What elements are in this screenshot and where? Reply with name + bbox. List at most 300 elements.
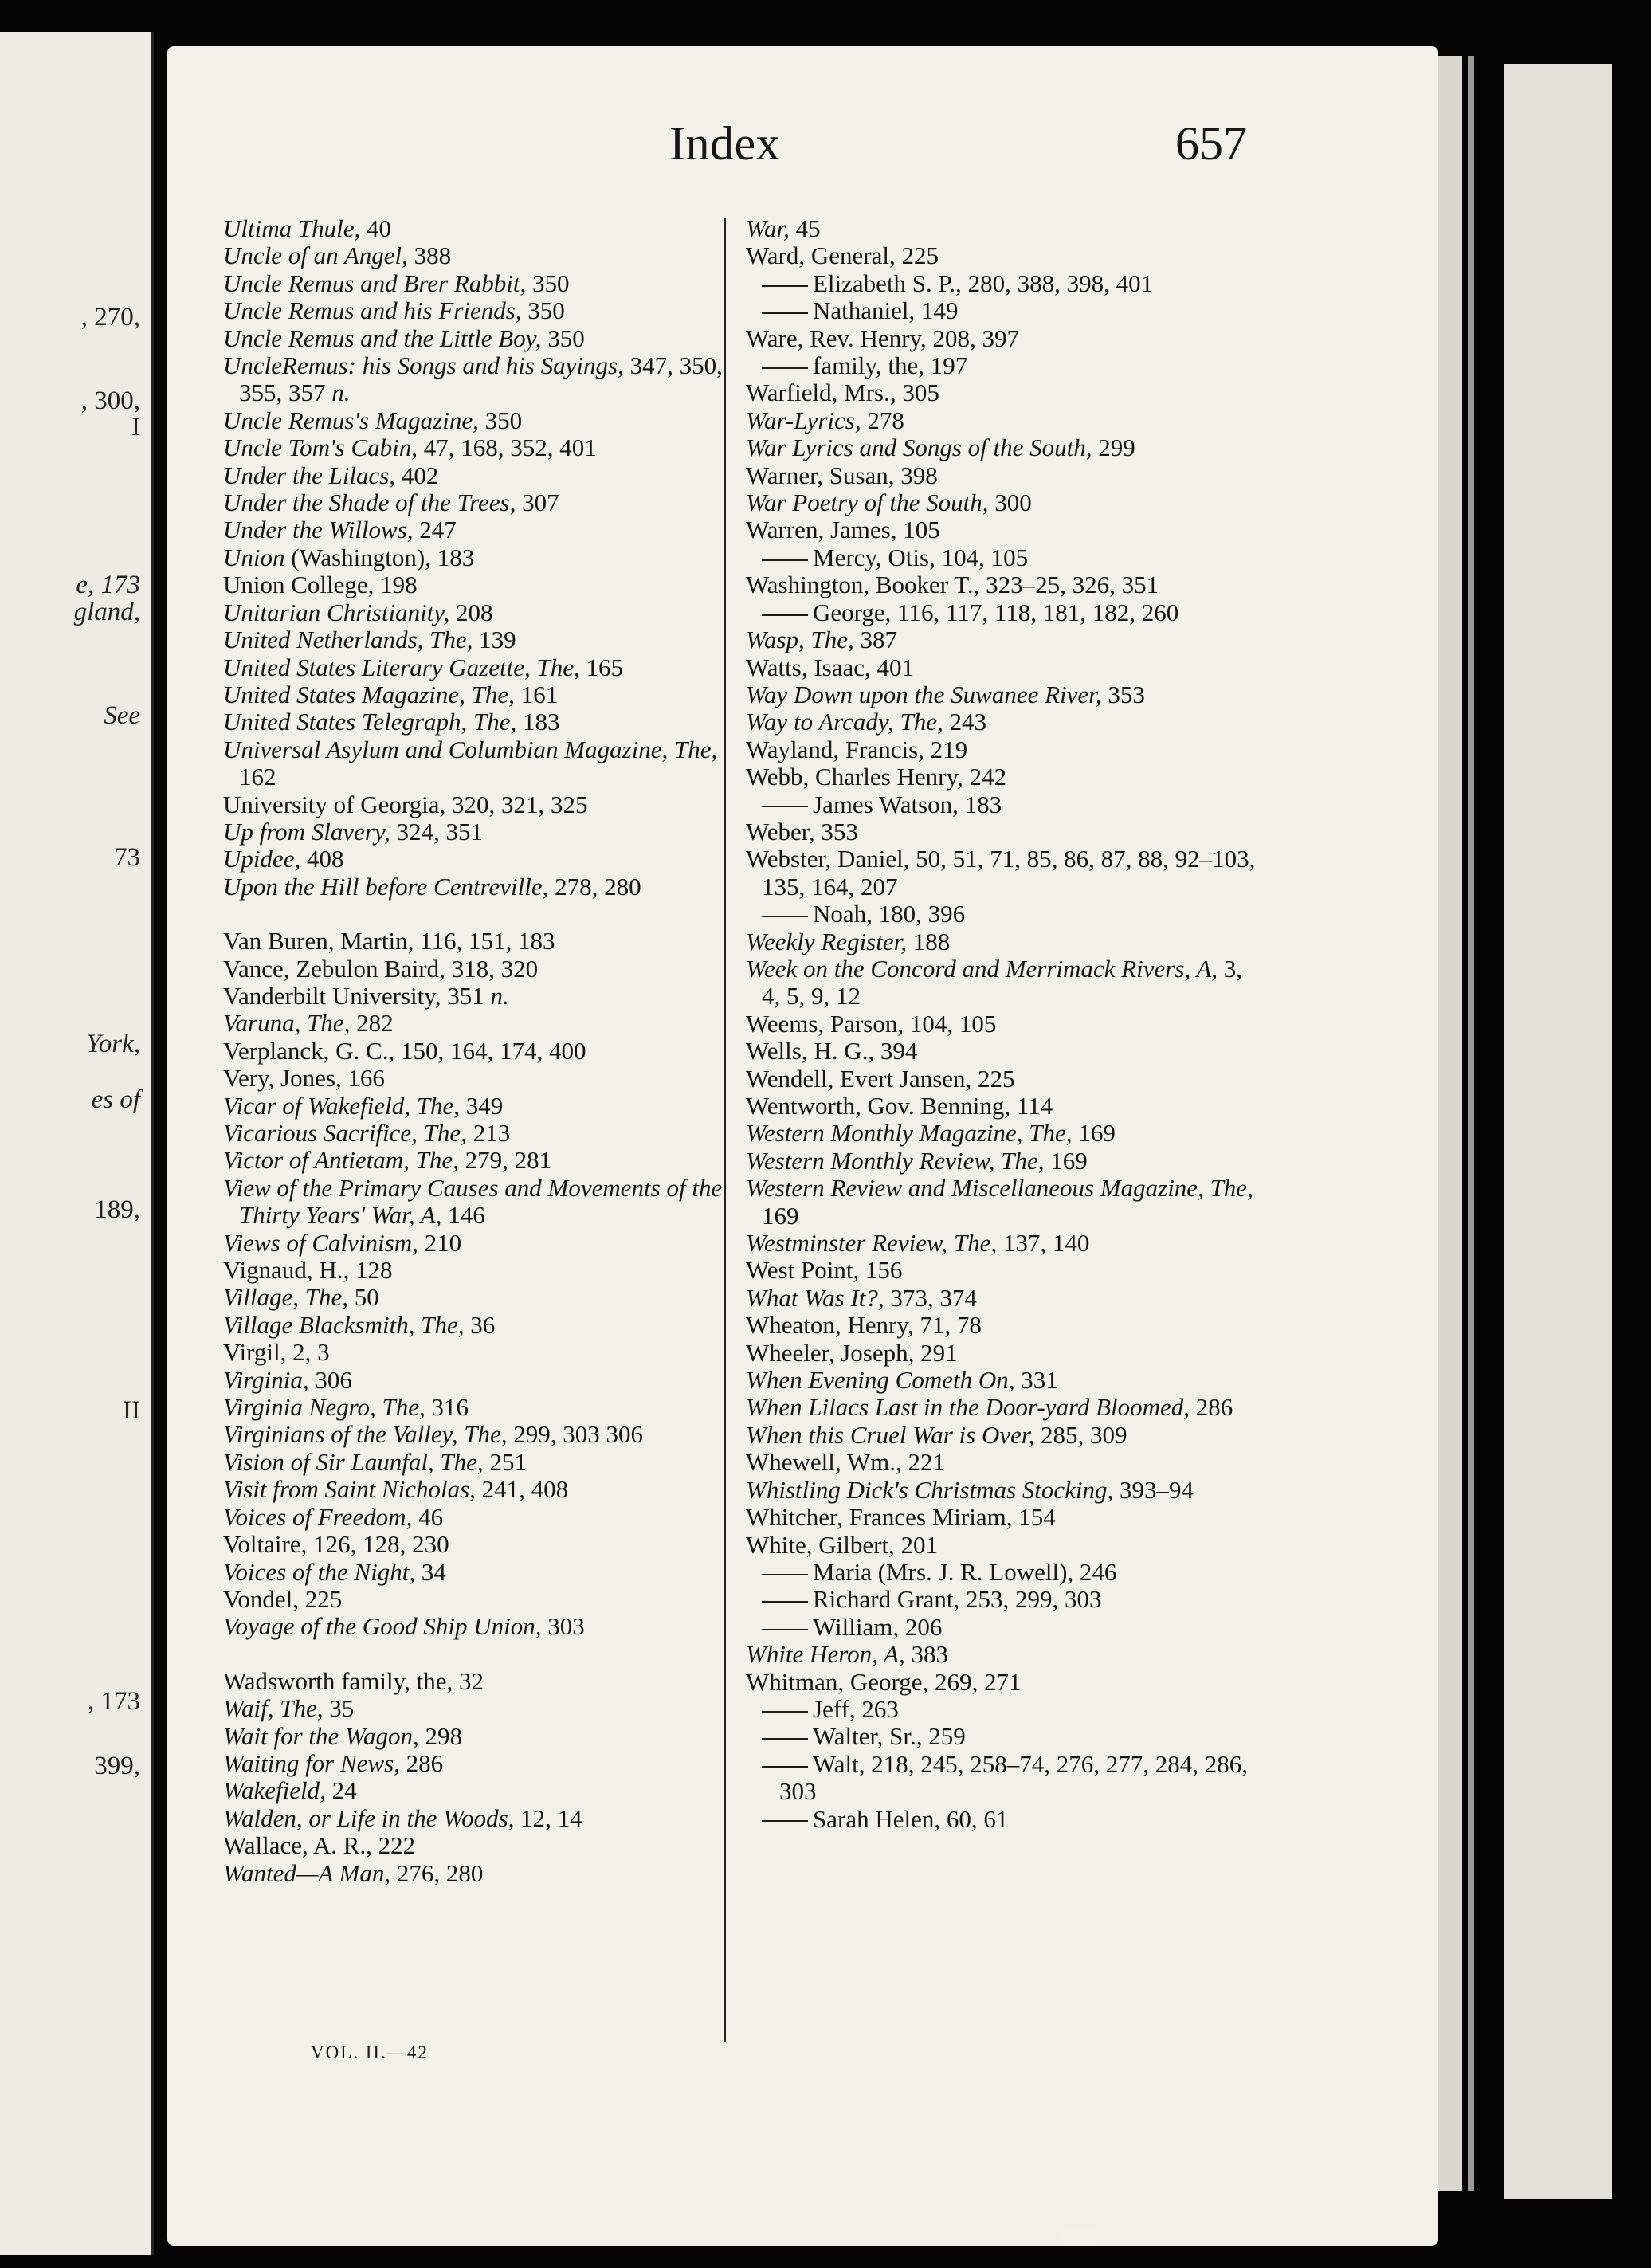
facing-page-fragment: II (123, 1396, 140, 1425)
entry-title: United States Magazine, The, (223, 680, 515, 708)
entry-text: 36 (464, 1310, 496, 1339)
index-entry (746, 434, 1256, 461)
ditto-dash (762, 1738, 808, 1740)
entry-text: 210 (418, 1228, 462, 1257)
entry-text: 241, 408 (475, 1475, 569, 1504)
index-entry (223, 1339, 733, 1366)
index-entry (746, 242, 1256, 269)
index-entry (746, 1038, 1256, 1065)
entry-text: 279, 281 (458, 1146, 552, 1175)
entry-text: Wheeler, Joseph, 291 (746, 1338, 958, 1367)
index-entry (746, 1669, 1256, 1696)
index-entry (746, 1367, 1256, 1394)
entry-text: University of Georgia, 320, 321, 325 (223, 790, 588, 818)
index-entry (223, 1120, 733, 1147)
entry-text: Van Buren, Martin, 116, 151, 183 (223, 927, 555, 955)
index-entry (746, 763, 1256, 791)
entry-text: Wadsworth family, the, 32 (223, 1666, 484, 1695)
entry-title: When Evening Cometh On, (746, 1366, 1015, 1395)
index-entry (223, 297, 733, 324)
entry-text: West Point, 156 (746, 1256, 903, 1285)
entry-title: Weekly Register, (746, 927, 907, 955)
entry-text: 299 (1092, 434, 1135, 462)
index-entry (223, 681, 733, 708)
entry-text: 349 (460, 1091, 504, 1120)
index-entry (746, 297, 1256, 324)
ditto-dash (762, 1766, 808, 1768)
entry-title: Vicarious Sacrifice, The, (223, 1119, 467, 1147)
index-entry (223, 1312, 733, 1339)
entry-text: 40 (360, 214, 391, 242)
entry-text: 350 (541, 324, 585, 352)
entry-title: United States Literary Gazette, The, (223, 653, 580, 681)
index-entry (746, 681, 1256, 708)
entry-text: White, Gilbert, 201 (746, 1530, 939, 1559)
index-column-left (223, 215, 733, 1887)
entry-title: Uncle Remus's Magazine, (223, 406, 479, 434)
page-stack-edge (1438, 56, 1462, 2191)
entry-text: (Washington), 183 (284, 543, 475, 571)
entry-text: Webster, Daniel, 50, 51, 71, 85, 86, 87, 88, 92–103, 135, 164, 207 (746, 845, 1256, 901)
ditto-dash (762, 614, 808, 616)
index-entry (223, 736, 733, 791)
index-entry (223, 571, 733, 598)
index-entry (746, 1477, 1256, 1504)
index-entry (746, 325, 1256, 352)
index-entry (223, 1367, 733, 1394)
index-entry (223, 1559, 733, 1586)
entry-title: Virginians of the Valley, The, (223, 1420, 508, 1449)
index-entry (746, 928, 1256, 955)
facing-page-fragment: 399, (94, 1752, 140, 1780)
entry-text: Webb, Charles Henry, 242 (746, 763, 1006, 791)
index-entry (223, 1613, 733, 1640)
entry-text: Wayland, Francis, 219 (746, 735, 968, 763)
index-entry (746, 1340, 1256, 1367)
index-entry (746, 1559, 1256, 1586)
index-entry (746, 1312, 1256, 1339)
entry-text: 282 (350, 1009, 394, 1038)
entry-text: Ware, Rev. Henry, 208, 397 (746, 324, 1019, 352)
index-entry (223, 1010, 733, 1037)
index-entry (223, 1860, 733, 1887)
index-entry (746, 1586, 1256, 1613)
entry-text: 387 (853, 626, 898, 654)
entry-title: Western Review and Miscellaneous Magazine, The, (746, 1174, 1253, 1203)
entry-title: Virginia, (223, 1365, 309, 1394)
entry-text: 307 (516, 489, 559, 517)
index-entry (746, 489, 1256, 516)
facing-page-fragment: 189, (94, 1195, 140, 1224)
index-entry (746, 1449, 1256, 1476)
index-entry (746, 1504, 1256, 1531)
entry-text: Noah, 180, 396 (813, 900, 966, 928)
entry-text: Wentworth, Gov. Benning, 114 (746, 1092, 1053, 1120)
ditto-dash (762, 1711, 808, 1713)
entry-text: 300 (988, 489, 1032, 517)
entry-title: Way to Arcady, The, (746, 708, 943, 736)
index-entry (746, 736, 1256, 763)
ditto-dash (762, 367, 808, 369)
facing-page-fragment: , 300, (80, 387, 140, 415)
entry-text: Warner, Susan, 398 (746, 461, 938, 489)
entry-text: Richard Grant, 253, 299, 303 (813, 1585, 1102, 1614)
entry-text: Wendell, Evert Jansen, 225 (746, 1064, 1015, 1093)
entry-title: Upidee, (223, 845, 301, 873)
entry-text: Wells, H. G., 394 (746, 1037, 918, 1065)
entry-text: 247 (413, 516, 457, 544)
ditto-dash (762, 1820, 808, 1822)
entry-text: 35 (323, 1694, 355, 1723)
index-entry (223, 599, 733, 626)
index-entry (746, 654, 1256, 681)
index-entry (746, 955, 1256, 1010)
index-entry (223, 1805, 733, 1832)
entry-title: Wanted—A Man, (223, 1858, 391, 1887)
ditto-dash (762, 1601, 808, 1603)
index-entry (746, 544, 1256, 571)
entry-text: 137, 140 (997, 1229, 1090, 1258)
index-entry (223, 708, 733, 736)
index-entry (223, 1147, 733, 1174)
entry-title: Wasp, The, (746, 626, 854, 654)
entry-text: 393–94 (1113, 1475, 1194, 1504)
entry-text: 24 (325, 1776, 357, 1805)
entry-title: n. (331, 379, 351, 407)
entry-text: 3, 4, 5, 9, 12 (762, 954, 1243, 1010)
entry-text: 183 (516, 708, 560, 736)
entry-text: 47, 168, 352, 401 (418, 434, 597, 462)
entry-text: Maria (Mrs. J. R. Lowell), 246 (813, 1557, 1117, 1586)
entry-text: 278, 280 (548, 872, 641, 901)
entry-text: Warfield, Mrs., 305 (746, 379, 939, 407)
index-page (167, 46, 1438, 2246)
facing-page-fragment: I (131, 413, 140, 441)
index-entry (746, 1532, 1256, 1559)
index-entry (223, 983, 733, 1010)
entry-text: 347, 350, 355, 357 (239, 351, 723, 407)
entry-title: Wait for the Wagon, (223, 1721, 419, 1750)
entry-text: Mercy, Otis, 104, 105 (813, 543, 1029, 571)
entry-text: 169 (1044, 1146, 1088, 1175)
entry-text: Watts, Isaac, 401 (746, 653, 914, 681)
index-entry (223, 325, 733, 352)
index-entry (223, 1832, 733, 1859)
index-entry (746, 1230, 1256, 1257)
entry-text: Elizabeth S. P., 280, 388, 398, 401 (813, 269, 1154, 297)
index-entry (746, 1696, 1256, 1723)
index-entry (746, 1806, 1256, 1833)
entry-title: Under the Lilacs, (223, 461, 396, 489)
entry-text: Whitman, George, 269, 271 (746, 1667, 1022, 1696)
entry-text: 162 (239, 763, 276, 791)
volume-signature: VOL. II.—42 (311, 2042, 429, 2062)
entry-text: 373, 374 (884, 1283, 977, 1312)
entry-title: Uncle Remus and Brer Rabbit, (223, 269, 527, 297)
index-entry (746, 516, 1256, 543)
index-entry (746, 1148, 1256, 1175)
entry-title: Western Monthly Review, The, (746, 1146, 1045, 1175)
entry-text: Washington, Booker T., 323–25, 326, 351 (746, 571, 1159, 599)
index-entry (223, 462, 733, 489)
entry-title: Ultima Thule, (223, 214, 361, 242)
ditto-dash (762, 1629, 808, 1630)
page-stack-shadow (1468, 56, 1474, 2191)
entry-title: Uncle Tom's Cabin, (223, 434, 418, 462)
entry-title: Waiting for News, (223, 1748, 400, 1777)
index-entry (223, 626, 733, 653)
index-entry (223, 1750, 733, 1777)
entry-title: Western Monthly Magazine, The, (746, 1119, 1073, 1148)
index-column-right (746, 215, 1256, 1833)
entry-text: 316 (425, 1393, 469, 1422)
index-entry (223, 1284, 733, 1311)
entry-title: Uncle of an Angel, (223, 241, 408, 270)
entry-text: Vance, Zebulon Baird, 318, 320 (223, 954, 539, 983)
entry-text: 161 (514, 680, 559, 708)
index-entry (746, 901, 1256, 928)
index-entry (223, 215, 733, 242)
index-entry (223, 1531, 733, 1558)
entry-text: 139 (473, 626, 516, 654)
index-entry (223, 654, 733, 681)
entry-text: 251 (483, 1447, 527, 1476)
entry-text: 402 (395, 461, 439, 489)
index-entry (223, 1038, 733, 1065)
entry-text: Whitcher, Frances Miriam, 154 (746, 1503, 1056, 1532)
entry-text: 278 (861, 406, 904, 434)
entry-title: Voices of the Night, (223, 1557, 416, 1586)
entry-text: 50 (347, 1283, 379, 1312)
entry-text: Sarah Helen, 60, 61 (813, 1804, 1009, 1833)
facing-page-fragment: , 270, (80, 303, 140, 332)
ditto-dash (762, 806, 808, 807)
entry-text: Ward, General, 225 (746, 241, 939, 270)
index-entry (223, 544, 733, 571)
entry-text: 188 (907, 927, 951, 955)
entry-text: 383 (904, 1640, 948, 1669)
index-entry (746, 1093, 1256, 1120)
facing-page-fragment: e, 173 (76, 571, 140, 599)
index-entry (746, 1257, 1256, 1284)
entry-title: Walden, or Life in the Woods, (223, 1803, 515, 1832)
entry-text: Vanderbilt University, 351 (223, 981, 491, 1010)
index-entry (746, 708, 1256, 736)
entry-text: 353 (1101, 680, 1145, 708)
entry-text: 146 (441, 1201, 485, 1230)
entry-title: Up from Slavery, (223, 817, 390, 846)
entry-text: 169 (762, 1201, 799, 1230)
index-entry (746, 1723, 1256, 1750)
entry-title: Whistling Dick's Christmas Stocking, (746, 1475, 1114, 1504)
index-entry (223, 1394, 733, 1421)
entry-text: Vondel, 225 (223, 1584, 343, 1613)
entry-text: 243 (943, 708, 986, 736)
index-entry (746, 1175, 1256, 1230)
entry-text: Jeff, 263 (813, 1694, 899, 1723)
index-entry (746, 1285, 1256, 1312)
index-entry (223, 1065, 733, 1092)
index-entry (746, 270, 1256, 297)
index-entry (223, 1695, 733, 1722)
index-entry (223, 1230, 733, 1257)
entry-text: Nathaniel, 149 (813, 296, 959, 325)
entry-title: War-Lyrics, (746, 406, 861, 434)
entry-title: Victor of Antietam, The, (223, 1146, 459, 1175)
index-entry (746, 791, 1256, 818)
entry-title: War, (746, 214, 790, 242)
entry-title: War Poetry of the South, (746, 489, 989, 517)
index-entry (223, 1421, 733, 1448)
index-entry (746, 1422, 1256, 1449)
entry-text: 299, 303 306 (507, 1420, 643, 1449)
entry-title: War Lyrics and Songs of the South, (746, 434, 1092, 462)
index-entry (223, 1586, 733, 1613)
entry-text: Walt, 218, 245, 258–74, 276, 277, 284, 286, 303 (779, 1749, 1249, 1806)
entry-text: William, 206 (813, 1612, 943, 1641)
page-title: Index (669, 117, 781, 170)
index-entry (223, 1777, 733, 1804)
entry-title: n. (490, 981, 509, 1010)
entry-title: View of the Primary Causes and Movements of the Thirty Years' War, A, (223, 1173, 723, 1230)
index-entry (746, 626, 1256, 653)
index-entry (223, 873, 733, 901)
entry-title: Under the Shade of the Trees, (223, 489, 516, 517)
facing-page-fragment: , 173 (88, 1687, 140, 1716)
entry-text: James Watson, 183 (813, 790, 1002, 818)
entry-text: 169 (1072, 1119, 1116, 1148)
index-entry (746, 462, 1256, 489)
entry-text: 34 (415, 1557, 446, 1586)
entry-text: Weems, Parson, 104, 105 (746, 1009, 997, 1038)
entry-title: Uncle Remus and the Little Boy, (223, 324, 542, 352)
entry-title: Voyage of the Good Ship Union, (223, 1612, 542, 1641)
facing-page-edge (0, 32, 154, 2255)
index-entry (746, 379, 1256, 406)
facing-page-fragment: 73 (114, 843, 140, 872)
entry-text: Whewell, Wm., 221 (746, 1448, 945, 1477)
index-entry (223, 270, 733, 297)
index-entry (223, 1504, 733, 1531)
ditto-dash (762, 1574, 808, 1575)
index-entry (223, 1668, 733, 1695)
entry-title: Westminster Review, The, (746, 1229, 998, 1258)
index-entry (746, 571, 1256, 598)
index-entry (223, 846, 733, 873)
facing-page-fragment: es of (91, 1085, 140, 1114)
entry-title: Upon the Hill before Centreville, (223, 872, 549, 901)
entry-text: Virgil, 2, 3 (223, 1338, 330, 1367)
index-entry (746, 1010, 1256, 1038)
entry-title: Universal Asylum and Columbian Magazine, The, (223, 735, 718, 763)
entry-title: Vicar of Wakefield, The, (223, 1091, 461, 1120)
entry-title: UncleRemus: his Songs and his Sayings, (223, 351, 624, 380)
facing-page-fragment: gland, (73, 598, 140, 626)
scan-smudge (1060, 2230, 1104, 2242)
index-entry (746, 1065, 1256, 1093)
entry-text: 46 (412, 1502, 444, 1531)
index-entry (223, 1175, 733, 1230)
entry-title: United States Telegraph, The, (223, 708, 517, 736)
entry-title: Way Down upon the Suwanee River, (746, 680, 1102, 708)
entry-text: 303 (541, 1612, 585, 1641)
entry-text: 286 (1190, 1393, 1233, 1422)
index-entry (223, 955, 733, 983)
entry-title: Uncle Remus and his Friends, (223, 296, 522, 325)
entry-title: When this Cruel War is Over, (746, 1420, 1035, 1449)
index-entry (746, 1120, 1256, 1147)
entry-title: Vision of Sir Launfal, The, (223, 1447, 484, 1476)
entry-text: Vignaud, H., 128 (223, 1256, 393, 1285)
index-entry (746, 846, 1256, 901)
column-divider (724, 218, 726, 2042)
index-entry (223, 1257, 733, 1284)
entry-text: 208 (449, 598, 493, 626)
entry-title: Waif, The, (223, 1694, 324, 1723)
index-entry (223, 1476, 733, 1503)
index-entry (223, 818, 733, 846)
entry-title: Varuna, The, (223, 1009, 351, 1038)
entry-text: 298 (418, 1721, 462, 1750)
entry-title: Virginia Negro, The, (223, 1393, 425, 1422)
page-stack-edge (1504, 64, 1612, 2199)
entry-title: Visit from Saint Nicholas, (223, 1475, 476, 1504)
entry-title: Voices of Freedom, (223, 1502, 413, 1531)
entry-text: Voltaire, 126, 128, 230 (223, 1530, 449, 1559)
facing-page-fragment: York, (86, 1030, 140, 1058)
entry-text: 350 (521, 296, 565, 325)
entry-text: George, 116, 117, 118, 181, 182, 260 (813, 598, 1179, 626)
index-entry (223, 242, 733, 269)
entry-text: 350 (478, 406, 523, 434)
entry-title: Union (223, 543, 285, 571)
entry-title: Views of Calvinism, (223, 1228, 418, 1257)
entry-title: Under the Willows, (223, 516, 414, 544)
entry-title: White Heron, A, (746, 1640, 905, 1669)
entry-title: Unitarian Christianity, (223, 598, 450, 626)
entry-text: Warren, James, 105 (746, 516, 940, 544)
entry-title: Village, The, (223, 1283, 348, 1312)
page-number: 657 (1175, 117, 1247, 170)
entry-text: Union College, 198 (223, 571, 418, 599)
index-entry (223, 434, 733, 461)
entry-title: What Was It?, (746, 1283, 884, 1312)
entry-text: 350 (526, 269, 570, 297)
index-entry (746, 1394, 1256, 1421)
index-entry (223, 516, 733, 543)
index-entry (223, 791, 733, 818)
ditto-dash (762, 285, 808, 287)
index-entry (746, 407, 1256, 434)
entry-text: 285, 309 (1034, 1420, 1127, 1449)
index-entry (746, 818, 1256, 846)
index-entry (223, 352, 733, 407)
entry-text: 165 (579, 653, 623, 681)
entry-title: Week on the Concord and Merrimack Rivers, A, (746, 954, 1218, 983)
entry-text: 286 (399, 1748, 444, 1777)
entry-text: 306 (308, 1365, 352, 1394)
index-entry (223, 489, 733, 516)
entry-text: Wheaton, Henry, 71, 78 (746, 1311, 982, 1340)
entry-text: Wallace, A. R., 222 (223, 1831, 416, 1860)
index-entry (746, 1641, 1256, 1668)
ditto-dash (762, 559, 808, 561)
entry-title: Village Blacksmith, The, (223, 1310, 465, 1339)
index-entry (746, 352, 1256, 379)
entry-text: 408 (300, 845, 344, 873)
index-entry (223, 1723, 733, 1750)
entry-title: When Lilacs Last in the Door-yard Bloomed, (746, 1393, 1190, 1422)
